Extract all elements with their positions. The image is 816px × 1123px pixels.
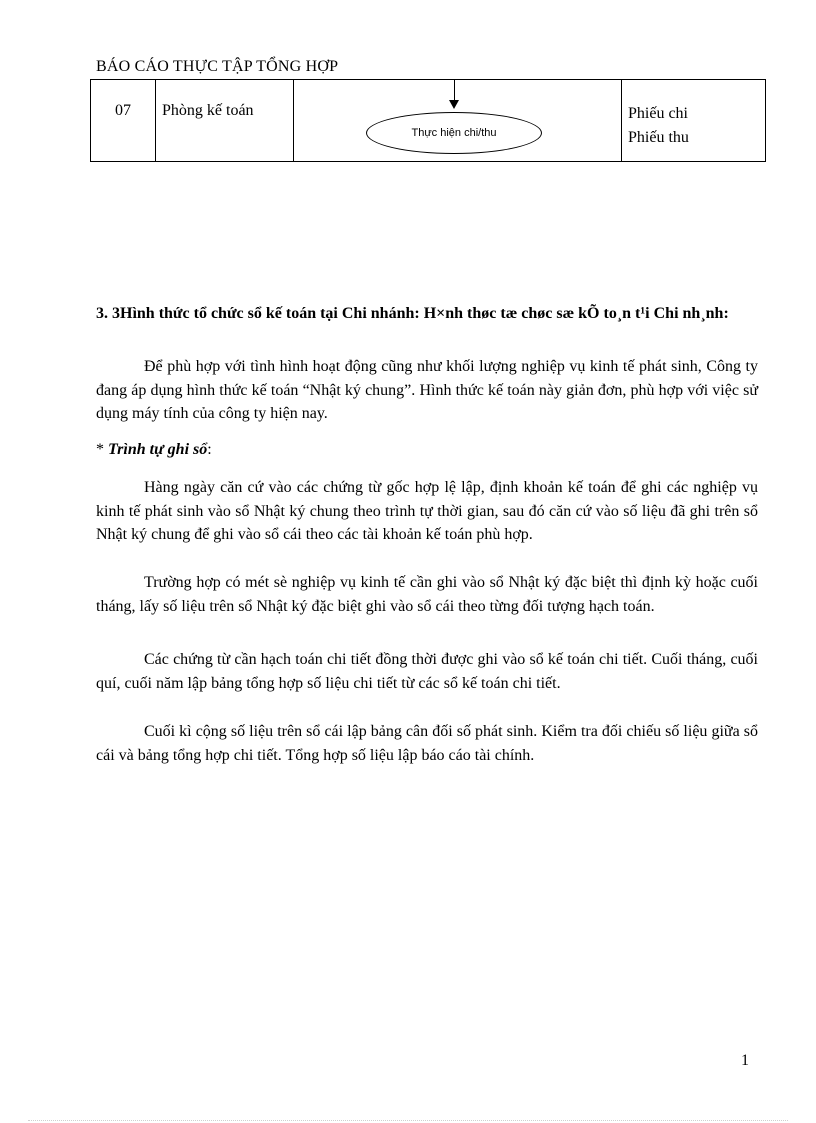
step-number-cell (91, 80, 156, 162)
step-heading (96, 441, 212, 459)
action-oval (366, 112, 542, 154)
arrow-down-icon (449, 100, 459, 109)
action-label: Thực hiện chi/thu (411, 127, 497, 139)
document-item: Phiếu chi (628, 105, 688, 122)
paragraph: Để phù hợp với tình hình hoạt động cũng như khối lượng nghiệp vụ kinh tế phát sinh, Công ty đang áp dụng hình thức kế toán “Nhật ký chung”. Hình thức kế toán này giản đơn, phù hợp với việc sử dụng máy tính của công ty hiện nay. (96, 358, 758, 422)
document-list (622, 80, 765, 150)
flow-table (90, 79, 766, 162)
step-number: 07 (115, 102, 131, 119)
documents-cell (622, 80, 766, 162)
page-bottom-divider (28, 1120, 788, 1121)
paragraph: Hàng ngày căn cứ vào các chứng từ gốc hợp lệ lập, định khoản kế toán để ghi các nghiệp vụ kinh tế phát sinh vào sổ Nhật ký chung theo trình tự thời gian, sau đó căn cứ vào số liệu đã ghi trên sổ Nhật ký chung để ghi vào sổ cái theo các tài khoản kế toán phù hợp. (96, 479, 758, 543)
paragraph: Trường hợp có mét sè nghiệp vụ kinh tế cần ghi vào sổ Nhật ký đặc biệt thì định kỳ hoặc cuối tháng, lấy số liệu trên sổ Nhật ký đặc biệt ghi vào sổ cái theo từng đối tượng hạch toán. (96, 574, 758, 615)
step-prefix: * (96, 441, 108, 458)
page-number: 1 (741, 1052, 749, 1069)
flow-arrow-line (454, 80, 455, 102)
page-header: BÁO CÁO THỰC TẬP TỔNG HỢP (96, 58, 339, 75)
step-label: Trình tự ghi sổ (108, 441, 208, 458)
table-row (91, 80, 766, 162)
document-item: Phiếu thu (628, 129, 689, 146)
flow-diagram-cell (294, 80, 622, 162)
section-heading: 3. 3Hình thức tổ chức sổ kế toán tại Chi nhánh: H×nh thøc tæ chøc sæ kÕ to¸n t¹i Chi nh¸nh: (96, 305, 729, 322)
paragraph: Các chứng từ cần hạch toán chi tiết đồng thời được ghi vào sổ kế toán chi tiết. Cuối tháng, cuối quí, cuối năm lập bảng tổng hợp số liệu chi tiết từ các sổ kế toán chi tiết. (96, 651, 758, 692)
paragraph: Cuối kì cộng số liệu trên sổ cái lập bảng cân đối số phát sinh. Kiểm tra đối chiếu số liệu giữa sổ cái và bảng tổng hợp chi tiết. Tổng hợp số liệu lập báo cáo tài chính. (96, 723, 758, 764)
step-suffix: : (207, 441, 212, 458)
department-cell (156, 80, 294, 162)
department-name: Phòng kế toán (162, 102, 254, 119)
